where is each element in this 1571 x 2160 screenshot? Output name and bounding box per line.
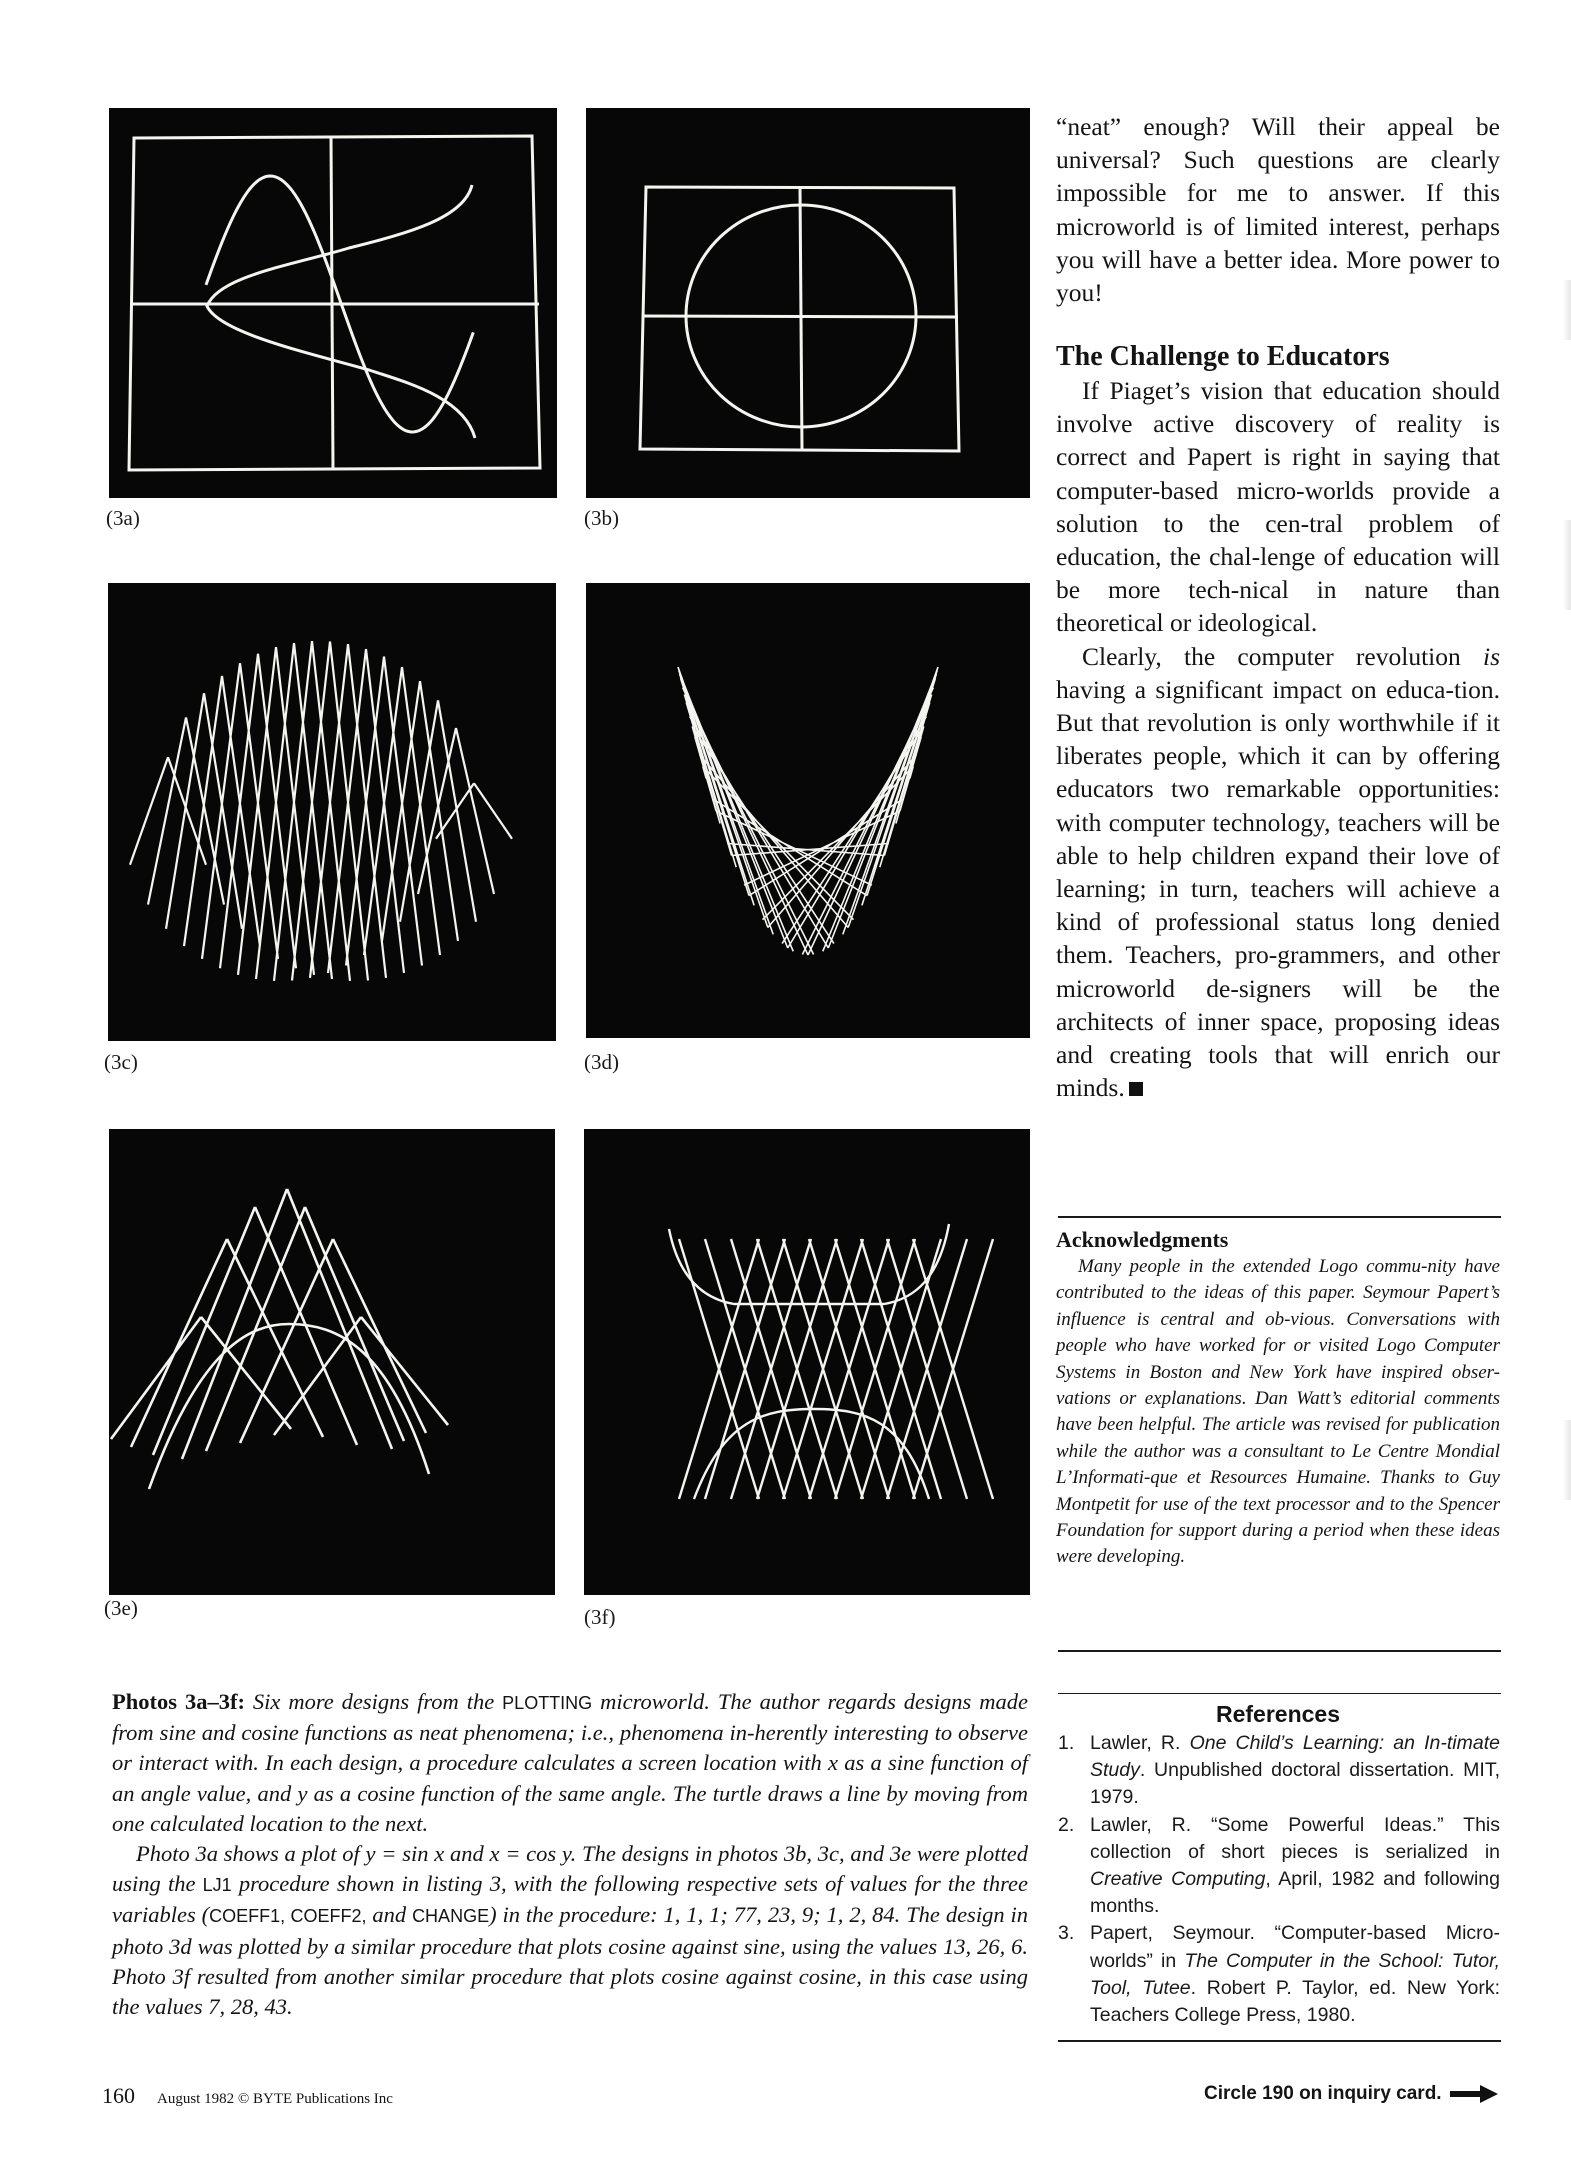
reference-number: 1. [1058,1732,1075,1754]
reference-number: 2. [1058,1813,1075,1836]
acknowledgments-title: Acknowledgments [1056,1227,1229,1252]
reference-item [1056,1920,1500,2029]
photo-3a-plot [109,108,557,498]
photo-3f-lattice [669,1224,993,1499]
reference-details: . Unpublished doctoral dissertation. MIT, 1979. [1090,1759,1500,1809]
caption-text: Six more designs from the [244,1689,503,1714]
photo-3b [586,108,1030,498]
photo-3e [109,1129,555,1595]
caption-paragraph-1 [112,1687,1028,1839]
photo-3b-y-axis [800,188,802,450]
references-box [1056,1700,1500,2029]
reference-details: . Robert P. Taylor, ed. New York: Teachers College Press, 1980. [1090,1976,1500,2027]
publication-line: August 1982 © BYTE Publications Inc [157,2091,393,2107]
caption-lead: Photos 3a–3f: [112,1689,245,1714]
reference-title: Creative Computing [1090,1868,1266,1891]
reference-author: Lawler, R. [1090,1732,1190,1754]
photo-3a-label: (3a) [106,506,140,530]
challenge-section [1056,340,1500,1104]
reference-item [1056,1812,1500,1921]
photo-3e-plot [109,1129,555,1595]
photo-3f-plot [584,1129,1030,1595]
ack-top-rule [1058,1216,1501,1218]
continuation-paragraph: “neat” enough? Will their appeal be universal? Such questions are clearly impossible for me to answer. If this microworld is of limited interest, perhaps you will have a better idea. More power to you! [1056,112,1500,308]
photo-3d-lattice [678,667,938,955]
scan-edge-shadow [1563,280,1571,340]
photo-3e-label: (3e) [104,1596,138,1620]
caption-text: procedure shown in listing 3, with the following respective sets of values for the three variables ( [112,1871,1029,1928]
caption-code-term: LJ1 [202,1875,232,1896]
photo-caption [112,1687,1028,2022]
photo-3e-lattice [111,1189,448,1489]
p2-emphasis: is [1482,641,1500,671]
page-footer [102,2083,393,2109]
right-arrow-icon [1450,2085,1498,2103]
caption-text: ) in the procedure: 1, 1, 1; 77, 23, 9; 1, 2, 84. The design in photo 3d was plotted by a similar procedure that plots cosine against sine, using the values 13, 26, 6. Photo 3f resulted from another similar procedure that plots cosine against cosine, in this case using the values 7, 28, 43. [112,1902,1028,2020]
challenge-paragraph-1: If Piaget’s vision that education should involve active discovery of reality is correct and Papert is right in saying that computer-based micro-worlds provide a solution to the cen-tral problem of education, the chal-lenge of education will be more tech-nical in nature than theoretical or ideological. [1056,376,1500,638]
photo-3a-cosine-curve [207,185,475,438]
inquiry-note [1204,2083,1498,2105]
reference-item [1056,1730,1500,1812]
reference-author: Lawler, R. “Some Powerful Ideas.” This collection of short pieces is serialized in [1090,1813,1500,1863]
caption-paragraph-2 [112,1839,1028,2022]
reference-number: 3. [1058,1922,1075,1945]
reference-author: Papert, Seymour. “Computer-based Micro-worlds” in [1090,1922,1500,1972]
scan-edge-shadow [1563,1420,1571,1500]
ack-bottom-rule [1058,1650,1501,1652]
article-continuation [1056,110,1500,309]
caption-code-term: COEFF1, COEFF2, [209,1906,367,1927]
acknowledgments-body: Many people in the extended Logo commu-nity have contributed to the ideas of this paper. Seymour Papert’s influence is central and ob-vious. Conversations with people who have worked for or visited Logo Computer Systems in Boston and New York have inspired obser-vations or explanations. Dan Watt’s editorial comments have been helpful. The article was revised for publication while the author was a consultant to Le Centre Mondial L’Informati-que et Resources Humaine. Thanks to Guy Montpetit for use of the text processor and to the Spencer Foundation for support during a period when these ideas were developing. [1056,1256,1500,1568]
photo-3c-plot [108,583,556,1041]
reference-title: One Child’s Learning: an In-timate Study [1090,1732,1500,1782]
photo-3b-label: (3b) [584,506,619,530]
photo-3b-plot [586,108,1030,498]
end-of-article-mark-icon [1129,1082,1143,1096]
p2-start: Clearly, the computer revolution [1082,641,1483,671]
inquiry-text: Circle 190 on inquiry card. [1204,2083,1442,2104]
page-number: 160 [102,2083,135,2108]
caption-code-term: PLOTTING [502,1693,593,1713]
acknowledgments-box [1056,1226,1500,1571]
reference-title: The Computer in the School: Tutor, Tool, Tutee [1090,1949,1500,1999]
scan-edge-shadow [1563,520,1571,610]
p2-rest: having a significant impact on educa-tion. But that revolution is only worthwhile if it liberates people, which it can by offering educators two remarkable opportunities: with computer technology, teachers will be able to help children expand their love of learning; in turn, teachers will achieve a kind of professional status long denied them. Teachers, pro-grammers, and other microworld de-signers will be the architects of inner space, proposing ideas and creating tools that will enrich our minds. [1056,674,1500,1103]
caption-text: Photo 3a shows a plot of y = sin x and x = cos y. The designs in photos 3b, 3c, and 3e were plotted using the [112,1841,1028,1897]
reference-details: , April, 1982 and following months. [1090,1868,1500,1918]
photo-3d-plot [586,583,1030,1038]
caption-code-term: CHANGE [412,1906,490,1927]
caption-text: microworld. The author regards designs made from sine and cosine functions as neat phenomena; i.e., phenomena in-herently interesting to observe or interact with. In each design, a procedure calculates a screen location with x as a sine function of an angle value, and y as a cosine function of the same angle. The turtle draws a line by moving from one calculated location to the next. [112,1689,1028,1836]
photo-3f [584,1129,1030,1595]
section-heading: The Challenge to Educators [1056,341,1390,372]
photo-3c [108,583,556,1041]
photo-3c-lattice [130,641,512,981]
photo-3d-label: (3d) [584,1050,619,1074]
challenge-paragraph-2 [1056,640,1500,1105]
photo-3f-label: (3f) [584,1605,616,1629]
references-list [1056,1730,1500,2029]
caption-text: and [366,1902,413,1928]
references-title: References [1215,1701,1341,1727]
photo-3a-y-axis [331,138,333,469]
refs-top-rule [1058,1693,1501,1694]
refs-bottom-rule [1058,2040,1501,2042]
photo-3a [109,108,557,498]
photo-3c-label: (3c) [104,1050,138,1074]
photo-3d [586,583,1030,1038]
